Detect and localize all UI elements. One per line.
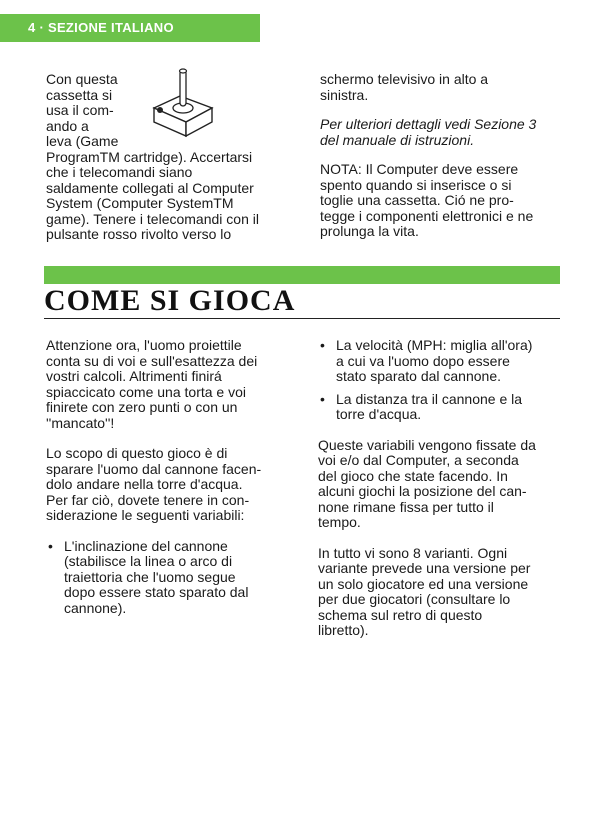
text-line: toglie una cassetta. Ció ne pro- (320, 192, 514, 208)
text-line: La velocità (MPH: miglia all'ora) (336, 337, 533, 353)
text-line: La distanza tra il cannone e la (336, 390, 523, 407)
bullet-dot: • (48, 537, 53, 554)
text-line: game). Tenere i telecomandi con il (46, 210, 259, 227)
text-line: spento quando si inserisce o si (320, 176, 512, 193)
text-line: schermo televisivo in alto a (320, 71, 489, 87)
text-line: traiettoria che l'uomo segue (64, 568, 236, 585)
text-line: prolunga la vita. (320, 223, 419, 239)
text-line: sinistra. (320, 86, 369, 103)
text-line: voi e/o dal Computer, a seconda (318, 452, 519, 468)
intro-right-text (320, 72, 570, 240)
text-line: cassetta si (46, 86, 113, 103)
right-column (318, 338, 574, 639)
left-column (46, 338, 296, 616)
section-title: COME SI GIOCA (44, 284, 296, 317)
text-line: usa il com- (46, 102, 114, 118)
section-rule (44, 318, 560, 319)
text-line: conta su di voi e sull'esattezza dei (46, 352, 258, 369)
intro-left-text (46, 72, 291, 243)
bullet-dot: • (320, 390, 325, 407)
section-band (44, 266, 560, 284)
text-line: Per ulteriori dettagli vedi Sezione 3 (320, 116, 537, 132)
text-line: ando a (46, 117, 89, 134)
text-line: siderazione le seguenti variabili: (46, 507, 245, 523)
text-line: spiaccicato come una torta e voi (46, 383, 246, 400)
text-line: del gioco che state facendo. In (318, 467, 508, 484)
text-line: finirete con zero punti o con un (46, 399, 238, 415)
text-line: sparare l'uomo dal cannone facen- (46, 460, 262, 477)
text-line: saldamente collegati al Computer (46, 179, 254, 196)
text-line: tegge i componenti elettronici e ne (320, 207, 534, 224)
text-line: ProgramTM cartridge). Accertarsi (46, 148, 253, 165)
text-line: Lo scopo di questo gioco è di (46, 445, 228, 461)
text-line: System (Computer SystemTM (46, 195, 234, 211)
text-line: libretto). (318, 622, 369, 638)
text-line: alcuni giochi la posizione del can- (318, 483, 527, 499)
text-line: Attenzione ora, l'uomo proiettile (46, 337, 242, 353)
bullet-item (46, 539, 296, 617)
text-line: del manuale di istruzioni. (320, 131, 475, 148)
note-line: NOTA: Il Computer deve essere (320, 161, 519, 177)
bullet-item (318, 338, 574, 385)
text-line: ''mancato''! (46, 414, 115, 431)
text-line: In tutto vi sono 8 varianti. Ogni (318, 544, 508, 561)
text-line: none rimane fissa per tutto il (318, 498, 494, 515)
text-line: variante prevede una versione per (318, 560, 531, 576)
text-line: pulsante rosso rivolto verso lo (46, 226, 232, 242)
text-line: per due giocatori (consultare lo (318, 591, 511, 607)
text-line: L'inclinazione del cannone (64, 537, 228, 554)
text-line: torre d'acqua. (336, 406, 422, 422)
bullet-item (318, 392, 574, 423)
bullet-dot: • (320, 337, 325, 353)
text-line: Con questa (46, 71, 118, 87)
text-line: Per far ciò, dovete tenere in con- (46, 491, 250, 508)
text-line: dopo essere stato sparato dal (64, 584, 249, 600)
text-line: dolo andare nella torre d'acqua. (46, 476, 243, 492)
page-header-title: 4 · SEZIONE ITALIANO (28, 20, 174, 35)
text-line: schema sul retro di questo (318, 606, 483, 623)
text-line: Queste variabili vengono fissate da (318, 436, 536, 453)
text-line: che i telecomandi siano (46, 164, 193, 180)
text-line: a cui va l'uomo dopo essere (336, 352, 510, 369)
text-line: cannone). (64, 599, 127, 616)
text-line: stato sparato dal cannone. (336, 368, 502, 384)
text-line: leva (Game (46, 133, 119, 149)
text-line: vostri calcoli. Altrimenti finirá (46, 368, 222, 384)
text-line: tempo. (318, 514, 361, 530)
text-line: (stabilisce la linea o arco di (64, 553, 233, 569)
text-line: un solo giocatore ed una versione (318, 575, 529, 592)
